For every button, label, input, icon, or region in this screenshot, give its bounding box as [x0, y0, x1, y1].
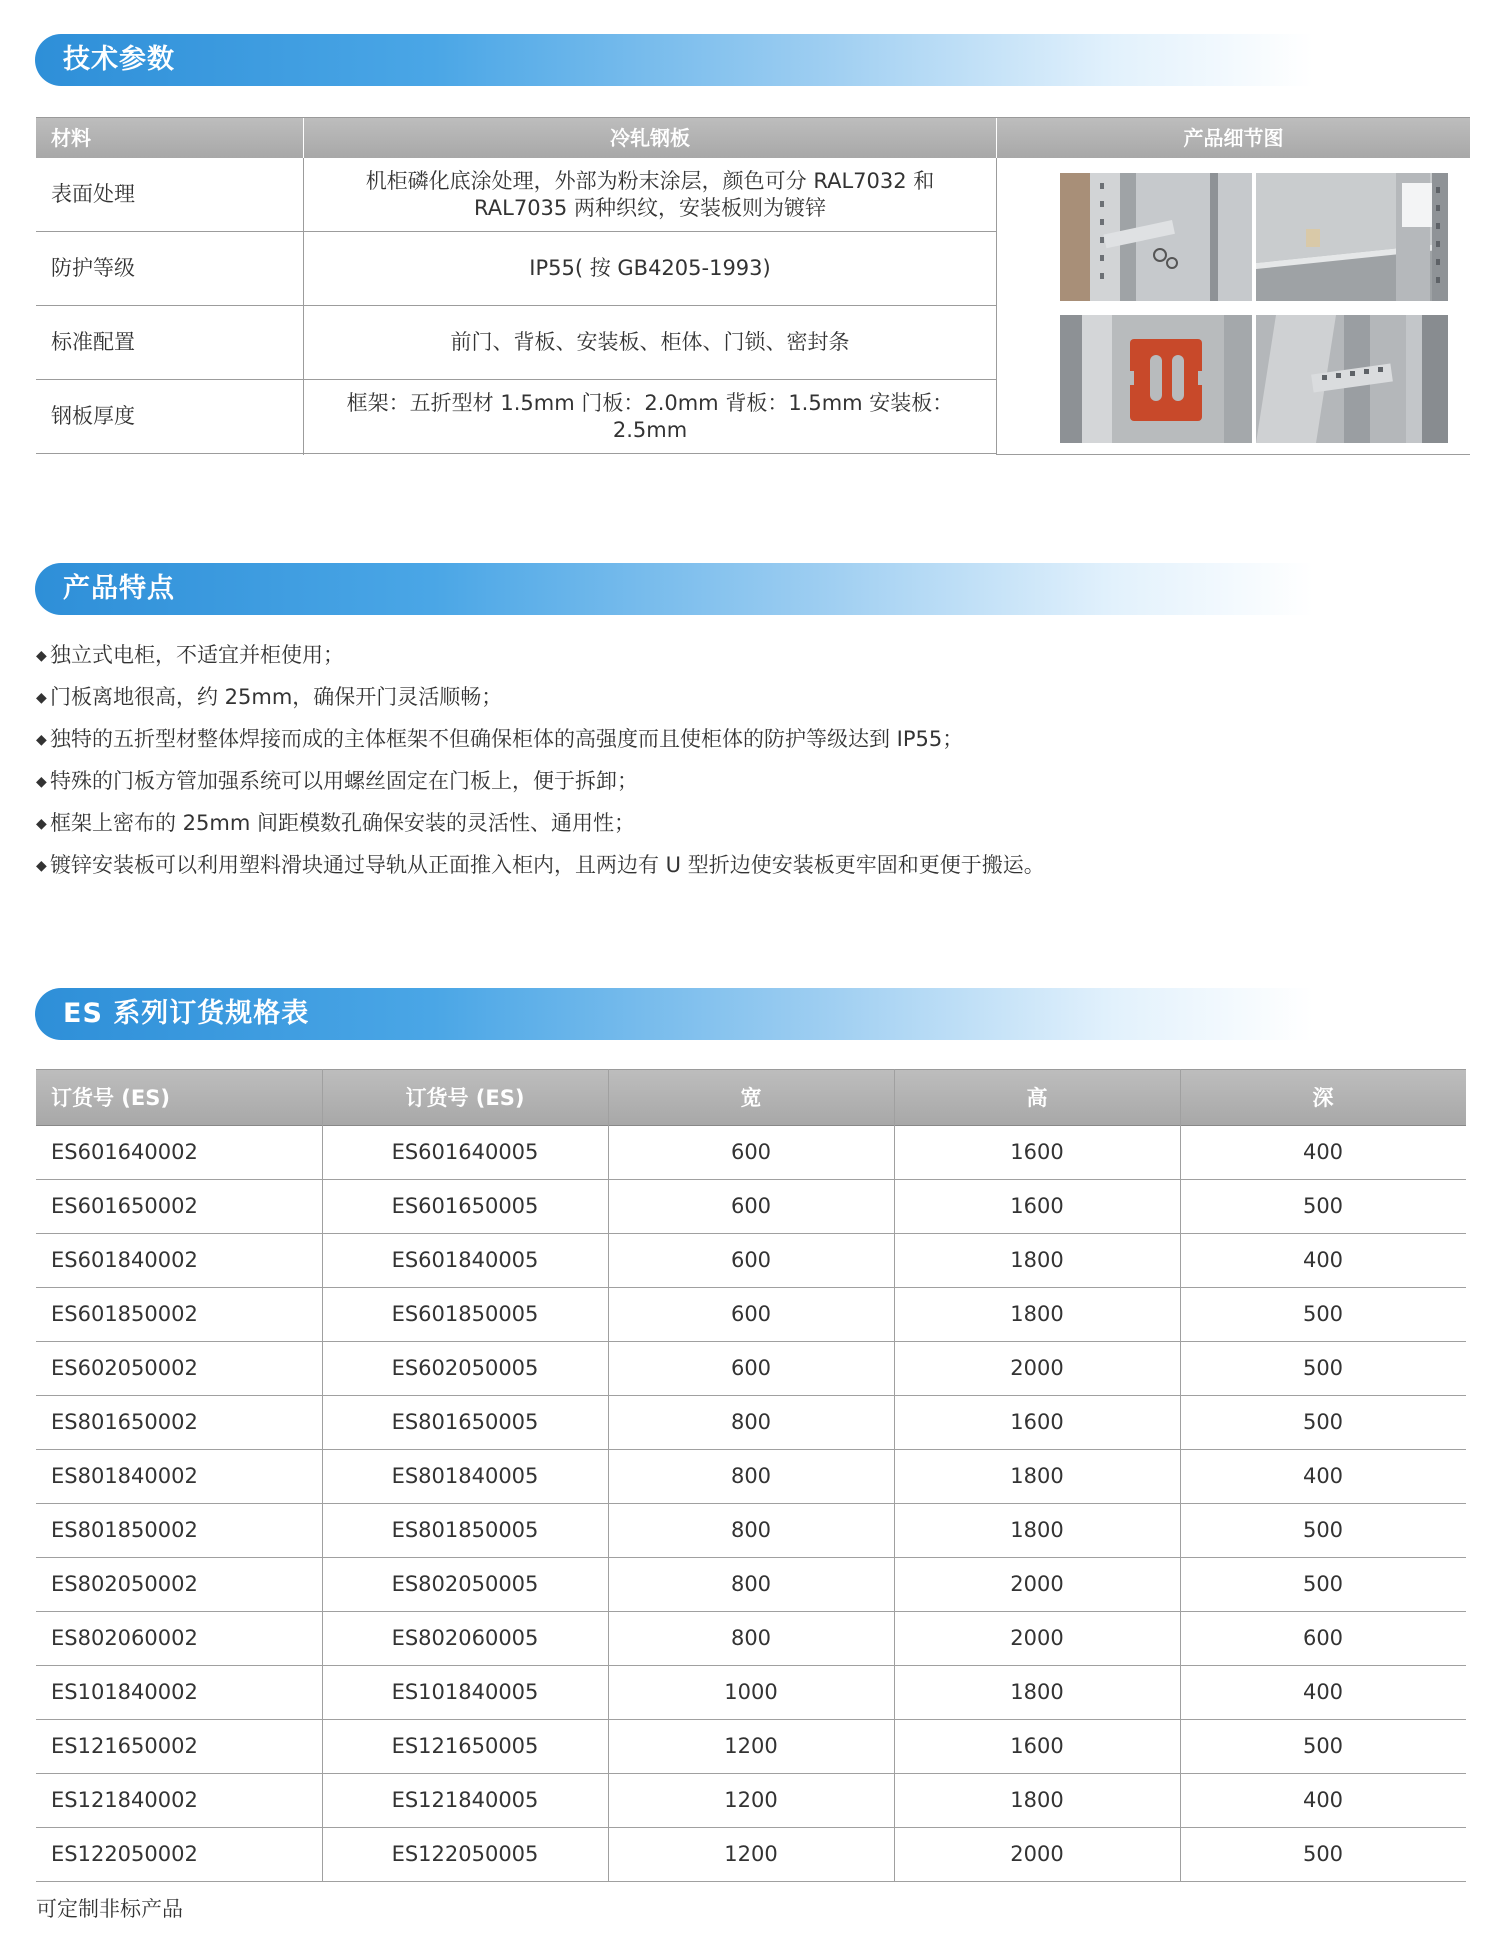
table-row	[36, 1396, 1466, 1450]
depth-value: 500	[1302, 1572, 1344, 1596]
depth-value: 400	[1302, 1140, 1344, 1164]
table-row	[36, 1612, 1466, 1666]
height-value: 2000	[1010, 1842, 1064, 1866]
order-code-b: ES101840005	[391, 1680, 539, 1704]
table-row	[36, 1828, 1466, 1882]
diamond-bullet-icon: ◆	[36, 732, 47, 748]
width-value: 600	[730, 1194, 772, 1218]
width-value: 800	[730, 1572, 772, 1596]
height-value: 1600	[1010, 1734, 1064, 1758]
feature-list	[36, 635, 1045, 887]
depth-value: 500	[1302, 1734, 1344, 1758]
table-row	[36, 1180, 1466, 1234]
spec-header-material: 材料	[51, 126, 91, 150]
depth-value: 500	[1302, 1194, 1344, 1218]
order-table-header	[36, 1069, 1466, 1126]
order-code-a: ES101840002	[51, 1680, 198, 1704]
order-header-width: 宽	[740, 1086, 762, 1110]
order-code-b: ES122050005	[391, 1842, 539, 1866]
order-code-a: ES802050002	[51, 1572, 198, 1596]
table-row	[36, 1234, 1466, 1288]
order-header-height: 高	[1026, 1086, 1048, 1110]
width-value: 1200	[724, 1788, 778, 1812]
spec-row-label: 表面处理	[51, 182, 135, 206]
order-header-code-b: 订货号 (ES)	[405, 1086, 525, 1110]
order-code-a: ES802060002	[51, 1626, 198, 1650]
table-row	[36, 1666, 1466, 1720]
height-value: 1800	[1010, 1302, 1064, 1326]
depth-value: 500	[1302, 1842, 1344, 1866]
spec-row-label: 标准配置	[51, 330, 135, 354]
order-code-b: ES802050005	[391, 1572, 539, 1596]
spec-row	[36, 380, 996, 454]
diamond-bullet-icon: ◆	[36, 648, 47, 664]
table-row	[36, 1720, 1466, 1774]
table-row	[36, 1774, 1466, 1828]
order-code-a: ES122050002	[51, 1842, 198, 1866]
spec-table-header	[36, 117, 1470, 158]
order-code-a: ES801840002	[51, 1464, 198, 1488]
order-header-code-a: 订货号 (ES)	[51, 1086, 170, 1110]
detail-photo-red-bracket	[1060, 315, 1252, 443]
order-code-a: ES121840002	[51, 1788, 198, 1812]
detail-photo-mounting-rail	[1256, 173, 1448, 301]
order-code-a: ES801850002	[51, 1518, 198, 1542]
depth-value: 500	[1302, 1410, 1344, 1434]
order-code-b: ES801650005	[391, 1410, 539, 1434]
order-code-b: ES801850005	[391, 1518, 539, 1542]
detail-photo-hinge-frame	[1256, 315, 1448, 443]
order-code-b: ES121650005	[391, 1734, 539, 1758]
custom-product-note: 可定制非标产品	[36, 1897, 183, 1921]
order-code-a: ES602050002	[51, 1356, 198, 1380]
width-value: 1200	[724, 1734, 778, 1758]
table-row	[36, 1126, 1466, 1180]
depth-value: 500	[1302, 1302, 1344, 1326]
depth-value: 400	[1302, 1464, 1344, 1488]
table-row	[36, 1450, 1466, 1504]
width-value: 600	[730, 1248, 772, 1272]
features-banner	[35, 563, 1455, 615]
spec-row-label: 防护等级	[51, 256, 135, 280]
order-code-b: ES802060005	[391, 1626, 539, 1650]
order-code-a: ES601650002	[51, 1194, 198, 1218]
order-code-b: ES121840005	[391, 1788, 539, 1812]
order-code-b: ES801840005	[391, 1464, 539, 1488]
table-row	[36, 1504, 1466, 1558]
height-value: 2000	[1010, 1626, 1064, 1650]
order-title: ES 系列订货规格表	[63, 998, 310, 1029]
detail-photo-frame-bracket	[1060, 173, 1252, 301]
spec-row-value: 框架：五折型材 1.5mm 门板：2.0mm 背板：1.5mm 安装板：2.5mm	[346, 390, 954, 442]
spec-header-material-value: 冷轧钢板	[610, 126, 690, 150]
feature-item: ◆ 独特的五折型材整体焊接而成的主体框架不但确保柜体的高强度而且使柜体的防护等级达到 IP55；	[36, 719, 1045, 761]
spec-row	[36, 232, 996, 306]
order-code-b: ES601840005	[391, 1248, 539, 1272]
width-value: 1000	[724, 1680, 778, 1704]
width-value: 800	[730, 1464, 772, 1488]
spec-row-value: 机柜磷化底涂处理，外部为粉末涂层，颜色可分 RAL7032 和 RAL7035 两种织纹，安装板则为镀锌	[365, 168, 935, 220]
spec-row-value: IP55( 按 GB4205-1993)	[529, 256, 771, 280]
height-value: 1600	[1010, 1194, 1064, 1218]
height-value: 1800	[1010, 1680, 1064, 1704]
features-title: 产品特点	[63, 573, 175, 604]
width-value: 800	[730, 1626, 772, 1650]
order-code-a: ES601840002	[51, 1248, 198, 1272]
height-value: 1800	[1010, 1788, 1064, 1812]
depth-value: 500	[1302, 1518, 1344, 1542]
height-value: 1600	[1010, 1410, 1064, 1434]
width-value: 800	[730, 1518, 772, 1542]
width-value: 600	[730, 1356, 772, 1380]
order-table	[36, 1069, 1466, 1884]
depth-value: 400	[1302, 1788, 1344, 1812]
diamond-bullet-icon: ◆	[36, 858, 47, 874]
height-value: 2000	[1010, 1356, 1064, 1380]
depth-value: 400	[1302, 1680, 1344, 1704]
order-code-b: ES601640005	[391, 1140, 539, 1164]
tech-params-banner	[35, 34, 1455, 86]
order-code-b: ES601850005	[391, 1302, 539, 1326]
height-value: 2000	[1010, 1572, 1064, 1596]
depth-value: 600	[1302, 1626, 1344, 1650]
feature-item: ◆ 镀锌安装板可以利用塑料滑块通过导轨从正面推入柜内，且两边有 U 型折边使安装板更牢固和更便于搬运。	[36, 845, 1045, 887]
diamond-bullet-icon: ◆	[36, 774, 47, 790]
depth-value: 500	[1302, 1356, 1344, 1380]
feature-item: ◆ 特殊的门板方管加强系统可以用螺丝固定在门板上，便于拆卸；	[36, 761, 1045, 803]
spec-row	[36, 306, 996, 380]
order-code-a: ES601640002	[51, 1140, 198, 1164]
spec-table	[36, 117, 1470, 457]
order-banner	[35, 988, 1455, 1040]
height-value: 1600	[1010, 1140, 1064, 1164]
spec-row	[36, 158, 996, 232]
width-value: 600	[730, 1140, 772, 1164]
diamond-bullet-icon: ◆	[36, 690, 47, 706]
table-row	[36, 1288, 1466, 1342]
tech-params-title: 技术参数	[63, 44, 175, 75]
width-value: 1200	[724, 1842, 778, 1866]
feature-item: ◆ 独立式电柜，不适宜并柜使用；	[36, 635, 1045, 677]
spec-row-label: 钢板厚度	[51, 404, 135, 428]
table-row	[36, 1558, 1466, 1612]
feature-item: ◆ 门板离地很高，约 25mm，确保开门灵活顺畅；	[36, 677, 1045, 719]
order-code-a: ES601850002	[51, 1302, 198, 1326]
width-value: 800	[730, 1410, 772, 1434]
order-code-b: ES601650005	[391, 1194, 539, 1218]
height-value: 1800	[1010, 1464, 1064, 1488]
order-header-depth: 深	[1312, 1086, 1334, 1110]
width-value: 600	[730, 1302, 772, 1326]
order-code-a: ES121650002	[51, 1734, 198, 1758]
height-value: 1800	[1010, 1518, 1064, 1542]
table-row	[36, 1342, 1466, 1396]
spec-header-detail: 产品细节图	[1183, 126, 1284, 150]
order-code-a: ES801650002	[51, 1410, 198, 1434]
diamond-bullet-icon: ◆	[36, 816, 47, 832]
depth-value: 400	[1302, 1248, 1344, 1272]
feature-item: ◆ 框架上密布的 25mm 间距模数孔确保安装的灵活性、通用性；	[36, 803, 1045, 845]
order-code-b: ES602050005	[391, 1356, 539, 1380]
height-value: 1800	[1010, 1248, 1064, 1272]
spec-row-value: 前门、背板、安装板、柜体、门锁、密封条	[450, 330, 850, 354]
